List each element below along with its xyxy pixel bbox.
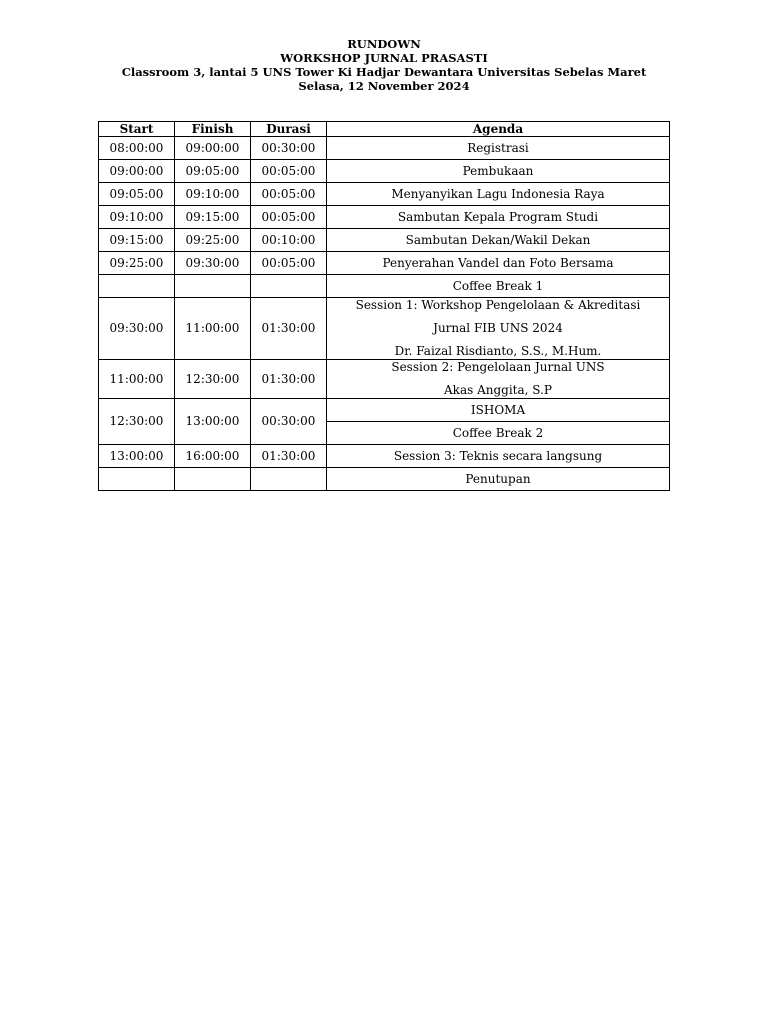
cell-start: 09:00:00 bbox=[99, 160, 175, 183]
cell-finish: 09:10:00 bbox=[175, 183, 251, 206]
cell-finish: 12:30:00 bbox=[175, 360, 251, 399]
cell-start bbox=[99, 275, 175, 298]
event-date: Selasa, 12 November 2024 bbox=[298, 79, 470, 93]
cell-agenda: Session 3: Teknis secara langsung bbox=[327, 445, 670, 468]
table-row bbox=[99, 360, 670, 399]
cell-agenda: Registrasi bbox=[327, 137, 670, 160]
agenda-line: Dr. Faizal Risdianto, S.S., M.Hum. bbox=[394, 344, 602, 358]
table-row bbox=[99, 275, 670, 298]
cell-durasi: 00:10:00 bbox=[251, 229, 327, 252]
cell-finish: 09:00:00 bbox=[175, 137, 251, 160]
cell-durasi: 00:05:00 bbox=[251, 252, 327, 275]
cell-finish: 16:00:00 bbox=[175, 445, 251, 468]
cell-agenda: Sambutan Dekan/Wakil Dekan bbox=[327, 229, 670, 252]
cell-agenda: ISHOMA bbox=[327, 399, 670, 422]
cell-finish bbox=[175, 468, 251, 491]
cell-durasi: 01:30:00 bbox=[251, 298, 327, 360]
column-header-durasi: Durasi bbox=[251, 122, 327, 137]
cell-finish: 11:00:00 bbox=[175, 298, 251, 360]
table-body bbox=[99, 137, 670, 491]
cell-agenda: Penutupan bbox=[327, 468, 670, 491]
cell-start: 09:05:00 bbox=[99, 183, 175, 206]
column-header-agenda: Agenda bbox=[327, 122, 670, 137]
table-row bbox=[99, 229, 670, 252]
table-row bbox=[99, 252, 670, 275]
column-header-start: Start bbox=[99, 122, 175, 137]
cell-agenda: Sambutan Kepala Program Studi bbox=[327, 206, 670, 229]
cell-durasi: 01:30:00 bbox=[251, 445, 327, 468]
cell-start: 09:25:00 bbox=[99, 252, 175, 275]
cell-start: 13:00:00 bbox=[99, 445, 175, 468]
cell-agenda: Menyanyikan Lagu Indonesia Raya bbox=[327, 183, 670, 206]
table-row bbox=[99, 468, 670, 491]
table-row bbox=[99, 160, 670, 183]
cell-start: 09:15:00 bbox=[99, 229, 175, 252]
cell-finish: 09:25:00 bbox=[175, 229, 251, 252]
agenda-line: Jurnal FIB UNS 2024 bbox=[433, 321, 563, 335]
cell-agenda: Coffee Break 1 bbox=[327, 275, 670, 298]
cell-start: 11:00:00 bbox=[99, 360, 175, 399]
agenda-line: Session 1: Workshop Pengelolaan & Akreditasi bbox=[355, 298, 641, 312]
cell-start: 08:00:00 bbox=[99, 137, 175, 160]
table-header-row bbox=[99, 122, 670, 137]
cell-agenda: Pembukaan bbox=[327, 160, 670, 183]
cell-finish: 09:30:00 bbox=[175, 252, 251, 275]
cell-durasi: 00:30:00 bbox=[251, 399, 327, 445]
column-header-finish: Finish bbox=[175, 122, 251, 137]
cell-finish: 09:15:00 bbox=[175, 206, 251, 229]
table-row bbox=[99, 445, 670, 468]
table-row bbox=[99, 399, 670, 422]
cell-durasi bbox=[251, 468, 327, 491]
cell-durasi: 00:05:00 bbox=[251, 160, 327, 183]
cell-finish bbox=[175, 275, 251, 298]
cell-durasi: 01:30:00 bbox=[251, 360, 327, 399]
document-subtitle: WORKSHOP JURNAL PRASASTI bbox=[280, 51, 488, 65]
table-row bbox=[99, 183, 670, 206]
cell-durasi bbox=[251, 275, 327, 298]
event-location: Classroom 3, lantai 5 UNS Tower Ki Hadjar Dewantara Universitas Sebelas Maret bbox=[121, 65, 647, 79]
table-row bbox=[99, 206, 670, 229]
agenda-line: Session 2: Pengelolaan Jurnal UNS bbox=[391, 360, 605, 374]
cell-agenda bbox=[327, 298, 670, 360]
cell-durasi: 00:05:00 bbox=[251, 206, 327, 229]
cell-agenda: Coffee Break 2 bbox=[327, 422, 670, 445]
cell-finish: 13:00:00 bbox=[175, 399, 251, 445]
cell-durasi: 00:30:00 bbox=[251, 137, 327, 160]
document-title: RUNDOWN bbox=[347, 37, 421, 51]
cell-agenda bbox=[327, 360, 670, 399]
cell-start: 12:30:00 bbox=[99, 399, 175, 445]
cell-start: 09:30:00 bbox=[99, 298, 175, 360]
cell-durasi: 00:05:00 bbox=[251, 183, 327, 206]
cell-finish: 09:05:00 bbox=[175, 160, 251, 183]
table-row bbox=[99, 137, 670, 160]
cell-start bbox=[99, 468, 175, 491]
rundown-table bbox=[98, 121, 670, 491]
agenda-line: Akas Anggita, S.P bbox=[444, 383, 552, 397]
cell-agenda: Penyerahan Vandel dan Foto Bersama bbox=[327, 252, 670, 275]
document-header bbox=[0, 37, 768, 93]
cell-start: 09:10:00 bbox=[99, 206, 175, 229]
table-row bbox=[99, 298, 670, 360]
